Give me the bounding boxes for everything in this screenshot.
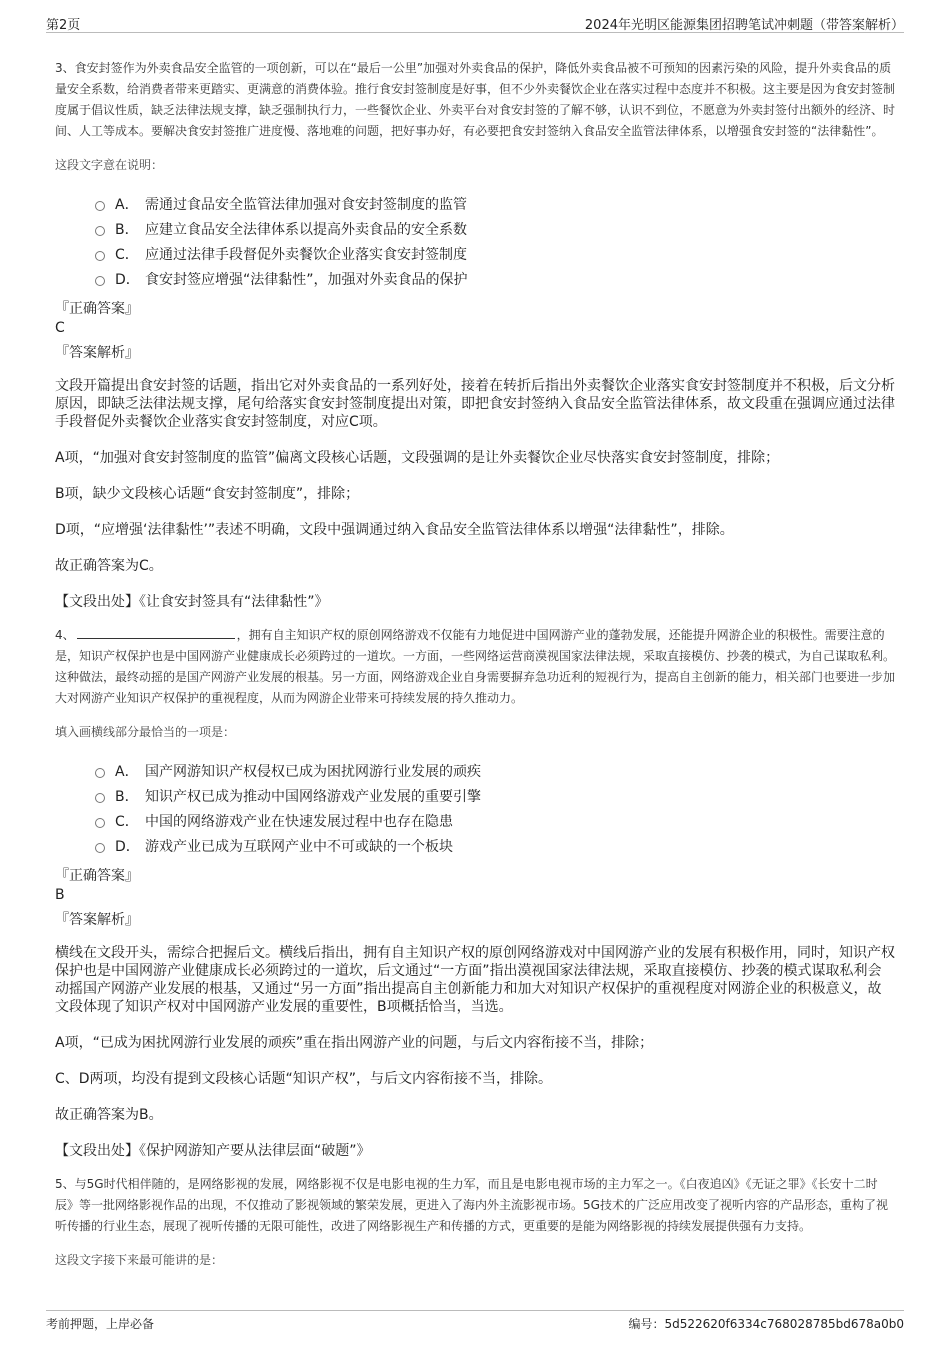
option-c[interactable]: C． 中国的网络游戏产业在快速发展过程中也存在隐患 (95, 810, 895, 835)
analysis-paragraph: D项，“应增强‘法律黏性’”表述不明确，文段中强调通过纳入食品安全监管法律体系以增强“法律黏性”，排除。 (55, 522, 734, 538)
document-title: 2024年光明区能源集团招聘笔试冲刺题（带答案解析） (584, 18, 904, 33)
question-4 (55, 625, 895, 1160)
analysis-paragraph: B项，缺少文段核心话题“食安封签制度”，排除； (55, 486, 360, 502)
document-body (55, 58, 895, 1288)
question-4-text: 4、 ，拥有自主知识产权的原创网络游戏不仅能有力地促进中国网游产业的蓬勃发展，还能提升网游企业的积极性。需要注意的是，知识产权保护也是中国网游产业健康成长必须跨过的一道坎。一方面，一些网络运营商漠视国家法律法规，采取直接模仿、抄袭的模式，为自己谋取私利。这种做法，最终动摇的是国产网游产业发展的根基。另一方面，网络游戏企业自身需要摒弃急功近利的短视行为，提高自主创新的能力，相关部门也要进一步加大对网游产业知识产权保护的重视程度，从而为网游企业带来可持续发展的持久推动力。 (55, 628, 896, 705)
page-header (46, 12, 904, 33)
analysis-label: 『答案解析』 (55, 912, 139, 928)
radio-icon[interactable] (95, 843, 105, 853)
answer-label: 『正确答案』 (55, 301, 139, 317)
answer-value: B (55, 887, 65, 903)
radio-icon[interactable] (95, 768, 105, 778)
analysis-paragraph: A项，“已成为困扰网游行业发展的顽疾”重在指出网游产业的问题，与后文内容衔接不当，排除； (55, 1035, 654, 1051)
analysis-paragraph: 横线在文段开头，需综合把握后文。横线后指出，拥有自主知识产权的原创网络游戏对中国网游产业的发展有积极作用，同时，知识产权保护也是中国网游产业健康成长必须跨过的一道坎，后文通过“一方面”指出漠视国家法律法规，采取直接模仿、抄袭的模式谋取私利会动摇国产网游产业发展的根基，又通过“另一方面”指出提高自主创新能力和加大对知识产权保护的重视程度对网游企业的积极意义，故文段体现了知识产权对中国网游产业发展的重要性，B项概括恰当，当选。 (55, 945, 895, 1015)
page-number: 第2页 (46, 18, 81, 33)
question-5-prompt: 这段文字接下来最可能讲的是： (55, 1253, 224, 1267)
question-4-options (95, 760, 895, 860)
analysis-paragraph: C、D两项，均没有提到文段核心话题“知识产权”，与后文内容衔接不当，排除。 (55, 1071, 553, 1087)
question-5 (55, 1174, 895, 1268)
radio-icon[interactable] (95, 201, 105, 211)
analysis-paragraph: 文段开篇提出食安封签的话题，指出它对外卖食品的一系列好处，接着在转折后指出外卖餐饮企业落实食安封签制度并不积极，后文分析原因，即缺乏法律法规支撑，尾句给落实食安封签制度提出对策，即把食安封签纳入食品安全监管法律体系，故文段重在强调应通过法律手段督促外卖餐饮企业落实食安封签制度，对应C项。 (55, 378, 895, 430)
page-footer (46, 1310, 904, 1331)
question-3 (55, 58, 895, 611)
option-a[interactable]: A． 需通过食品安全监管法律加强对食安封签制度的监管 (95, 193, 895, 218)
radio-icon[interactable] (95, 276, 105, 286)
option-d[interactable]: D． 食安封签应增强“法律黏性”，加强对外卖食品的保护 (95, 268, 895, 293)
option-a[interactable]: A． 国产网游知识产权侵权已成为困扰网游行业发展的顽疾 (95, 760, 895, 785)
source-citation: 【文段出处】《让食安封签具有“法律黏性”》 (55, 594, 329, 610)
fill-blank (77, 626, 235, 639)
answer-value: C (55, 320, 65, 336)
option-c[interactable]: C． 应通过法律手段督促外卖餐饮企业落实食安封签制度 (95, 243, 895, 268)
footer-slogan: 考前押题，上岸必备 (46, 1317, 155, 1331)
question-5-text: 5、与5G时代相伴随的，是网络影视的发展，网络影视不仅是电影电视的生力军，而且是电影电视市场的主力军之一。《白夜追凶》《无证之罪》《长安十二时辰》等一批网络影视作品的出现，不仅推动了影视领域的繁荣发展，更进入了海内外主流影视市场。5G技术的广泛应用改变了视听内容的产品形态，重构了视听传播的行业生态，展现了视听传播的无限可能性，改进了网络影视生产和传播的方式，更重要的是能为网络影视的持续发展提供强有力支持。 (55, 1177, 888, 1233)
analysis-label: 『答案解析』 (55, 345, 139, 361)
analysis-paragraph: 故正确答案为B。 (55, 1107, 163, 1123)
analysis-paragraph: A项，“加强对食安封签制度的监管”偏离文段核心话题，文段强调的是让外卖餐饮企业尽快落实食安封签制度，排除； (55, 450, 780, 466)
question-3-options (95, 193, 895, 293)
question-3-prompt: 这段文字意在说明： (55, 158, 164, 172)
source-citation: 【文段出处】《保护网游知产要从法律层面“破题”》 (55, 1143, 371, 1159)
radio-icon[interactable] (95, 818, 105, 828)
question-3-text: 3、食安封签作为外卖食品安全监管的一项创新，可以在“最后一公里”加强对外卖食品的保护，降低外卖食品被不可预知的因素污染的风险，提升外卖食品的质量安全系数，给消费者带来更踏实、更满意的消费体验。推行食安封签制度是好事，但不少外卖餐饮企业在落实过程中态度并不积极。这主要是因为食安封签制度属于倡议性质，缺乏法律法规支撑，缺乏强制执行力，一些餐饮企业、外卖平台对食安封签的了解不够，认识不到位，不愿意为外卖封签付出额外的经济、时间、人工等成本。要解决食安封签推广进度慢、落地难的问题，把好事办好，有必要把食安封签纳入食品安全监管法律体系，以增强食安封签的“法律黏性”。 (55, 61, 896, 138)
radio-icon[interactable] (95, 251, 105, 261)
option-d[interactable]: D． 游戏产业已成为互联网产业中不可或缺的一个板块 (95, 835, 895, 860)
answer-label: 『正确答案』 (55, 868, 139, 884)
option-b[interactable]: B． 知识产权已成为推动中国网络游戏产业发展的重要引擎 (95, 785, 895, 810)
question-4-prompt: 填入画横线部分最恰当的一项是： (55, 725, 236, 739)
radio-icon[interactable] (95, 793, 105, 803)
document-id: 编号：5d522620f6334c768028785bd678a0b0 (628, 1317, 904, 1331)
analysis-paragraph: 故正确答案为C。 (55, 558, 163, 574)
radio-icon[interactable] (95, 226, 105, 236)
option-b[interactable]: B． 应建立食品安全法律体系以提高外卖食品的安全系数 (95, 218, 895, 243)
